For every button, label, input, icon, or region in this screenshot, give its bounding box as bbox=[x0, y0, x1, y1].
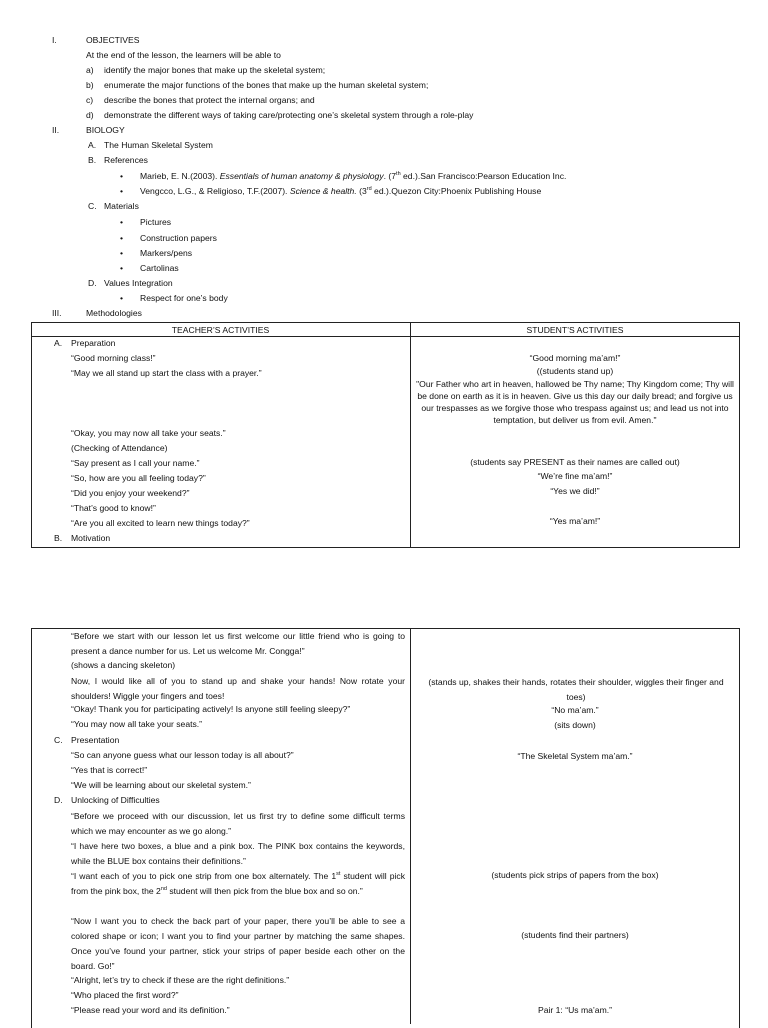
material-item: • Cartolinas bbox=[140, 263, 179, 274]
section-title: Methodologies bbox=[86, 308, 142, 318]
teacher-line: “That’s good to know!” bbox=[71, 503, 156, 513]
teacher-line: (Checking of Attendance) bbox=[71, 443, 168, 453]
prayer-text: "Our Father who art in heaven, hallowed be Thy name; Thy Kingdom come; Thy will be done on earth as it is in heaven. Give us this day our daily bread; and forgive us our trespasses as we forgive those who trespass against us; and lead us not into temptation, but deliver us from evil. Amen." bbox=[416, 379, 734, 425]
section-title: OBJECTIVES bbox=[86, 35, 140, 45]
list-marker: c) bbox=[86, 95, 94, 105]
section-num: I. bbox=[52, 35, 57, 45]
teacher-line: “Okay! Thank you for participating actively! Is anyone still feeling sleepy?” bbox=[71, 704, 351, 714]
student-line: “Yes we did!” bbox=[550, 486, 600, 496]
student-line: (stands up, shakes their hands, rotates their shoulder, wiggles their finger and toes) bbox=[428, 677, 724, 702]
teacher-line: “Okay, you may now all take your seats.” bbox=[71, 428, 226, 438]
list-marker: a) bbox=[86, 65, 94, 75]
subsection-title: References bbox=[104, 155, 148, 165]
list-marker: d) bbox=[86, 110, 94, 120]
subsection-title: The Human Skeletal System bbox=[104, 140, 213, 150]
student-line: “Yes ma’am!” bbox=[549, 516, 601, 526]
objective-item: demonstrate the different ways of taking care/protecting one’s skeletal system through a role-play bbox=[104, 110, 474, 120]
section-title: BIOLOGY bbox=[86, 125, 125, 135]
list-marker: A. bbox=[54, 338, 63, 348]
list-marker: B. bbox=[54, 533, 63, 543]
header-divider bbox=[31, 336, 740, 337]
student-line: “We’re fine ma’am!” bbox=[537, 471, 613, 481]
teacher-line: “May we all stand up start the class with a prayer.” bbox=[71, 368, 262, 378]
teacher-line: “Did you enjoy your weekend?” bbox=[71, 488, 190, 498]
teacher-line: “Who placed the first word?” bbox=[71, 990, 179, 1000]
student-line: “The Skeletal System ma’am.” bbox=[517, 751, 633, 761]
section-num: II. bbox=[52, 125, 60, 135]
column-divider bbox=[410, 628, 411, 1024]
list-marker: C. bbox=[54, 735, 63, 745]
student-line: Pair 1: “Us ma’am.” bbox=[537, 1005, 612, 1015]
objective-item: describe the bones that protect the internal organs; and bbox=[104, 95, 315, 105]
list-marker: D. bbox=[54, 795, 63, 805]
subsection-title: Materials bbox=[104, 201, 139, 211]
student-line: (students find their partners) bbox=[521, 930, 629, 940]
teacher-line: “So, how are you all feeling today?” bbox=[71, 473, 206, 483]
list-marker: B. bbox=[88, 155, 97, 165]
teacher-line: “We will be learning about our skeletal system.” bbox=[71, 780, 251, 790]
student-line: (sits down) bbox=[554, 720, 596, 730]
student-line: (students pick strips of papers from the box) bbox=[491, 870, 659, 880]
value-item: • Respect for one’s body bbox=[140, 293, 228, 304]
subsection-title: Values Integration bbox=[104, 278, 173, 288]
student-line: “No ma’am.” bbox=[551, 705, 599, 715]
list-marker: C. bbox=[88, 201, 97, 211]
student-header: STUDENT’S ACTIVITIES bbox=[526, 325, 624, 335]
teacher-line: (shows a dancing skeleton) bbox=[71, 660, 176, 670]
teacher-header: TEACHER’S ACTIVITIES bbox=[171, 325, 270, 335]
material-item: • Construction papers bbox=[140, 233, 217, 244]
teacher-line: “Yes that is correct!” bbox=[71, 765, 148, 775]
student-line: “Good morning ma’am!” bbox=[529, 353, 621, 363]
material-item: • Markers/pens bbox=[140, 248, 192, 259]
teacher-line: “Are you all excited to learn new things today?” bbox=[71, 518, 250, 528]
teacher-paragraph: “I want each of you to pick one strip from one box alternately. The 1st student will pick from the pink box, the 2nd student will then pick from the blue box and so on.” bbox=[71, 871, 405, 896]
teacher-line: “You may now all take your seats.” bbox=[71, 719, 203, 729]
section-num: III. bbox=[52, 308, 62, 318]
list-marker: A. bbox=[88, 140, 97, 150]
list-marker: D. bbox=[88, 278, 97, 288]
teacher-paragraph: “Before we proceed with our discussion, let us first try to define some difficult terms which we may encounter as we go along.” bbox=[71, 811, 405, 836]
teacher-line: “So can anyone guess what our lesson today is all about?” bbox=[71, 750, 294, 760]
teacher-line: “Please read your word and its definition.” bbox=[71, 1005, 230, 1015]
teacher-paragraph: “I have here two boxes, a blue and a pink box. The PINK box contains the keywords, while the BLUE box contains their definitions.” bbox=[71, 841, 405, 866]
list-marker: b) bbox=[86, 80, 94, 90]
phase-title: Unlocking of Difficulties bbox=[71, 795, 160, 805]
student-line: (students say PRESENT as their names are called out) bbox=[470, 457, 680, 467]
objectives-intro: At the end of the lesson, the learners will be able to bbox=[86, 50, 281, 60]
reference-item: • Vengcco, L.G., & Religioso, T.F.(2007). Science & health. (3rd ed.).Quezon City:Phoenix Publishing House bbox=[140, 186, 541, 197]
objective-item: identify the major bones that make up the skeletal system; bbox=[104, 65, 326, 75]
phase-title: Preparation bbox=[71, 338, 116, 348]
phase-title: Presentation bbox=[71, 735, 120, 745]
objective-item: enumerate the major functions of the bones that make up the human skeletal system; bbox=[104, 80, 429, 90]
teacher-line: “Alright, let’s try to check if these are the right definitions.” bbox=[71, 975, 290, 985]
teacher-line: “Good morning class!” bbox=[71, 353, 156, 363]
teacher-paragraph: “Now I want you to check the back part of your paper, there you’ll be able to see a colored shape or icon; I want you to find your partner by matching the same shapes. Once you’ve found your partner, stick your strips of paper beside each other on the board. Go!” bbox=[71, 916, 405, 971]
material-item: • Pictures bbox=[140, 217, 171, 228]
teacher-paragraph: Now, I would like all of you to stand up and shake your hands! Now rotate your shoulders! Wiggle your fingers and toes! bbox=[71, 676, 405, 701]
reference-item: • Marieb, E. N.(2003). Essentials of human anatomy & physiology. (7th ed.).San Francisco:Pearson Education Inc. bbox=[140, 171, 566, 182]
teacher-line: “Say present as I call your name.” bbox=[71, 458, 200, 468]
teacher-paragraph: “Before we start with our lesson let us first welcome our little friend who is going to present a dance number for us. Let us welcome Mr. Congga!” bbox=[71, 631, 405, 656]
phase-title: Motivation bbox=[71, 533, 111, 543]
student-line: ((students stand up) bbox=[536, 366, 614, 376]
